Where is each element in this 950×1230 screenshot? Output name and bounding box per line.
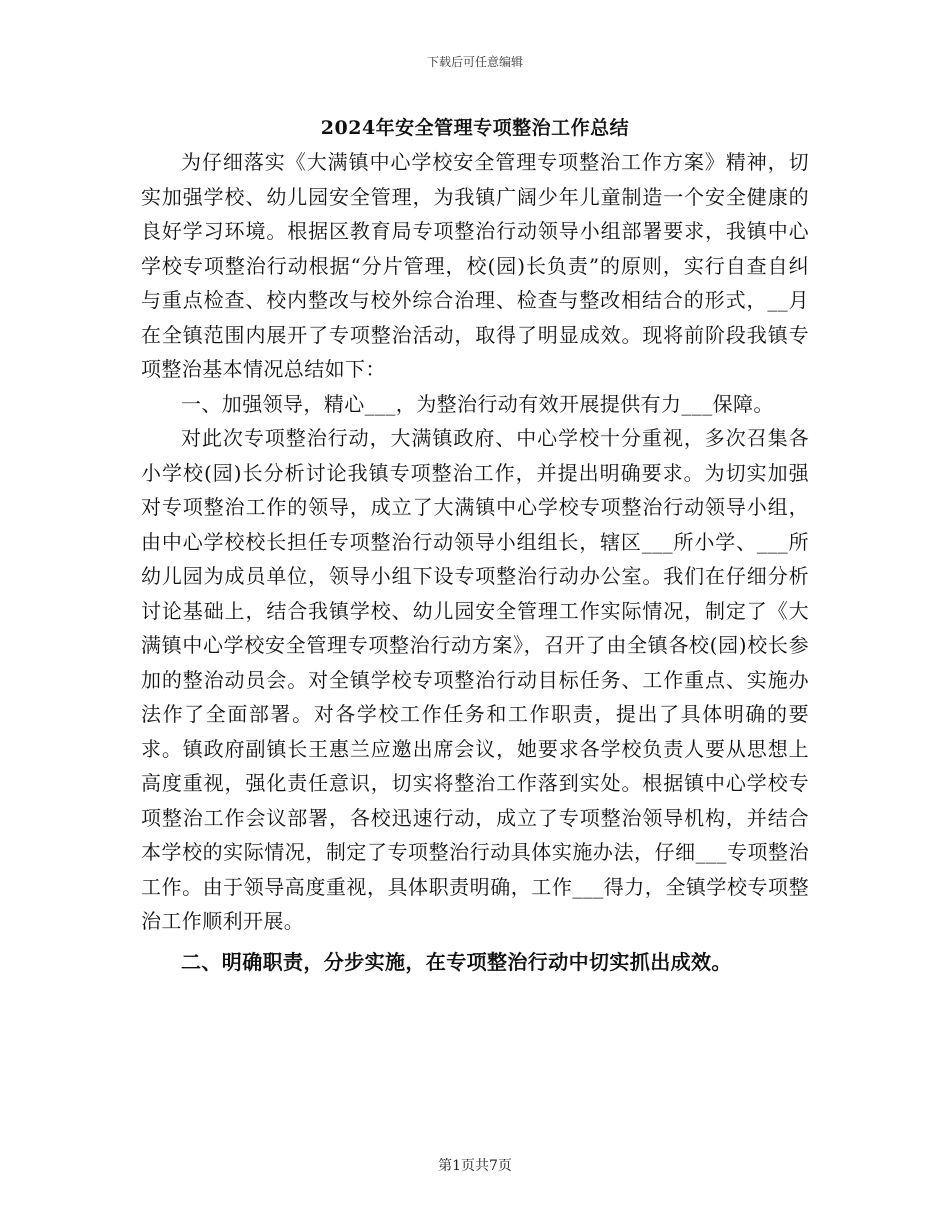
intro-paragraph: 为仔细落实《大满镇中心学校安全管理专项整治工作方案》精神，切实加强学校、幼儿园安全管理，为我镇广阔少年儿童制造一个安全健康的良好学习环境。根据区教育局专项整治行动领导小组部署要求，我镇中心学校专项整治行动根据“分片管理，校(园)长负责”的原则，实行自查自纠与重点检查、校内整改与校外综合治理、检查与整改相结合的形式，__月在全镇范围内展开了专项整治活动，取得了明显成效。现将前阶段我镇专项整治基本情况总结如下： <box>141 150 809 381</box>
section-heading-2: 二、明确职责，分步实施，在专项整治行动中切实抓出成效。 <box>181 949 732 974</box>
section-heading-1: 一、加强领导，精心___，为整治行动有效开展提供有力___保障。 <box>181 391 774 416</box>
page-number: 第1页共7页 <box>438 1158 512 1174</box>
section-1-paragraph: 对此次专项整治行动，大满镇政府、中心学校十分重视，多次召集各小学校(园)长分析讨论我镇专项整治工作，并提出明确要求。为切实加强对专项整治工作的领导，成立了大满镇中心学校专项整治行动领导小组，由中心学校校长担任专项整治行动领导小组组长，辖区___所小学、___所幼儿园为成员单位，领导小组下设专项整治行动办公室。我们在仔细分析讨论基础上，结合我镇学校、幼儿园安全管理工作实际情况，制定了《大满镇中心学校安全管理专项整治行动方案》，召开了由全镇各校(园)校长参加的整治动员会。对全镇学校专项整治行动目标任务、工作重点、实施办法作了全面部署。对各学校工作任务和工作职责，提出了具体明确的要求。镇政府副镇长王惠兰应邀出席会议，她要求各学校负责人要从思想上高度重视，强化责任意识，切实将整治工作落到实处。根据镇中心学校专项整治工作会议部署，各校迅速行动，成立了专项整治领导机构，并结合本学校的实际情况，制定了专项整治行动具体实施办法，仔细___专项整治工作。由于领导高度重视，具体职责明确，工作___得力，全镇学校专项整治工作顺利开展。 <box>141 426 809 933</box>
page-header-note: 下载后可任意编辑 <box>426 55 523 69</box>
document-title: 2024年安全管理专项整治工作总结 <box>320 117 630 139</box>
document-body <box>141 145 809 979</box>
